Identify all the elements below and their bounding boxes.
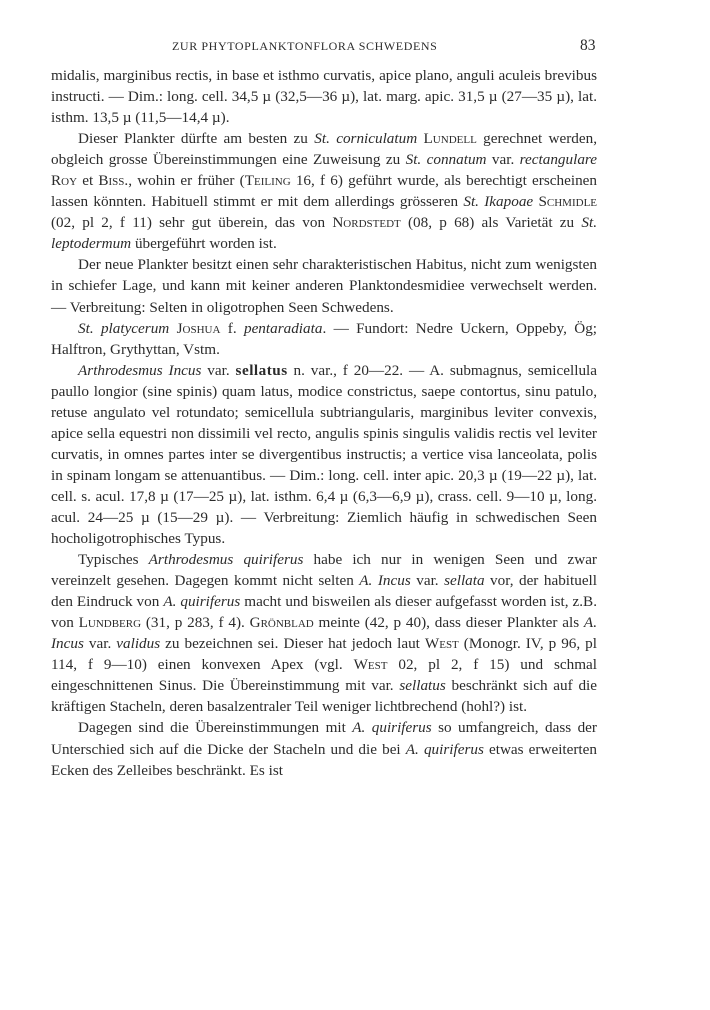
taxon-name: St. connatum (405, 151, 487, 169)
author-name: Lundberg (78, 614, 142, 632)
author-name: Teiling (244, 172, 291, 190)
author-name: Joshua (176, 319, 221, 337)
taxon-name: A. Incus (359, 572, 411, 590)
taxon-name: Arthrodesmus Incus (78, 361, 202, 379)
taxon-name: St. platycerum (78, 319, 170, 337)
paragraph-affinity: Dieser Plankter dürfte am besten zu St. corniculatum Lundell gerechnet werden, obgleich grosse Übereinstimmungen eine Zuweisung zu St. connatum var. rectangulare Roy et Biss., wohin er früher (Teiling 16, f 6) geführt wurde, als berechtigt erscheinen lassen könnten. Habituell stimmt er mit dem allerdings grösseren St. Ikapoae Schmidle (02, pl 2, f 11) sehr gut überein, das von Nordstedt (08, p 68) als Varietät zu St. leptodermum übergeführt worden ist. (51, 130, 598, 253)
taxon-name: A. quiriferus (405, 740, 484, 758)
taxon-name: sellata (444, 572, 485, 590)
author-name: Grönblad (249, 614, 314, 632)
author-name: Nordstedt (332, 214, 401, 232)
paragraph-platycerum: St. platycerum Joshua f. pentaradiata. — Fundort: Nedre Uckern, Oppeby, Ög; Halftron, Grythyttan, Vstm. (51, 319, 598, 358)
page-header (0, 37, 710, 57)
taxon-name: St. corniculatum (314, 130, 418, 148)
running-head: ZUR PHYTOPLANKTONFLORA SCHWEDENS (172, 39, 438, 53)
paragraph-arthrodesmus-diagnosis: Arthrodesmus Incus var. sellatus n. var., f 20—22. — A. submagnus, semicellula paullo longior (sine spinis) quam latus, modice constrictus, saepe contortus, sinu patulo, retuse angulato vel rotundato; semicellula subtriangularis, marginibus leviter convexis, apice sella equestri non dissimili vel recto, angulis spinis singulis validis rectis vel leviter curvatis, in omnes partes inter se divergentibus instructis; a vertice visa lanceolata, polis in spinam longam se attenuantibus. — Dim.: long. cell. inter apic. 20,3 µ (19—22 µ), lat. cell. s. acul. 17,8 µ (17—25 µ), lat. isthm. 6,4 µ (6,3—6,9 µ), crass. cell. 9—10 µ, long. acul. 24—25 µ (15—29 µ). — Verbreitung: Ziemlich häufig in schwedischen Seen hocholigotrophisches Typus. (51, 361, 598, 548)
taxon-name: St. Ikapoae (463, 193, 534, 211)
taxon-name: Arthrodesmus quiriferus (148, 551, 304, 569)
taxon-name: St. leptodermum (51, 214, 597, 253)
author-name: Roy (51, 172, 78, 190)
author-name: Biss. (98, 172, 129, 190)
new-variety-name: sellatus (235, 361, 288, 379)
paragraph-diagnosis-continued: midalis, marginibus rectis, in base et isthmo curvatis, apice plano, anguli aculeis brevibus instructi. — Dim.: long. cell. 34,5 µ (32,5—36 µ), lat. marg. apic. 31,5 µ (27—35 µ), lat. isthm. 13,5 µ (11,5—14,4 µ). (51, 67, 597, 127)
author-name: West (353, 656, 388, 674)
author-name: Lundell (423, 130, 477, 148)
paragraph-habitus: Der neue Plankter besitzt einen sehr charakteristischen Habitus, nicht zum wenigsten in schiefer Lage, und kann mit keiner anderen Planktondesmidiee verwechselt werden. — Verbreitung: Selten in oligotrophen Seen Schwedens. (51, 256, 597, 316)
page-number: 83 (580, 37, 596, 54)
taxon-name: sellatus (399, 677, 446, 695)
author-name: West (424, 635, 459, 653)
taxon-name: A. quiriferus (163, 593, 241, 611)
paragraph-quiriferus-comparison: Typisches Arthrodesmus quiriferus habe ich nur in wenigen Seen und zwar vereinzelt gesehen. Dagegen kommt nicht selten A. Incus var. sellata vor, der habituell den Eindruck von A. quiriferus macht und bisweilen als dieser aufgefasst worden ist, z.B. von Lundberg (31, p 283, f 4). Grönblad meinte (42, p 40), dass dieser Plankter als A. Incus var. validus zu bezeichnen sei. Dieser hat jedoch laut West (Monogr. IV, p 96, pl 114, f 9—10) einen konvexen Apex (vgl. West 02, pl 2, f 15) und schmal eingeschnittenen Sinus. Die Übereinstimmung mit var. sellatus beschränkt sich auf die kräftigen Stacheln, deren basalzentraler Teil weniger lichtbrechend (hohl?) ist. (51, 551, 597, 716)
paragraph-differences: Dagegen sind die Übereinstimmungen mit A. quiriferus so umfangreich, dass der Unterschied sich auf die Dicke der Stacheln und die bei A. quiriferus etwas erweiterten Ecken des Zelleibes beschränkt. Es ist (51, 719, 597, 779)
taxon-name: rectangulare (519, 151, 597, 169)
author-name: Schmidle (538, 193, 598, 211)
taxon-name: pentaradiata (243, 319, 323, 337)
taxon-name: A. Incus (51, 614, 597, 653)
taxon-name: A. quiriferus (352, 719, 432, 737)
body-text (51, 65, 597, 781)
taxon-name: validus (116, 635, 161, 653)
